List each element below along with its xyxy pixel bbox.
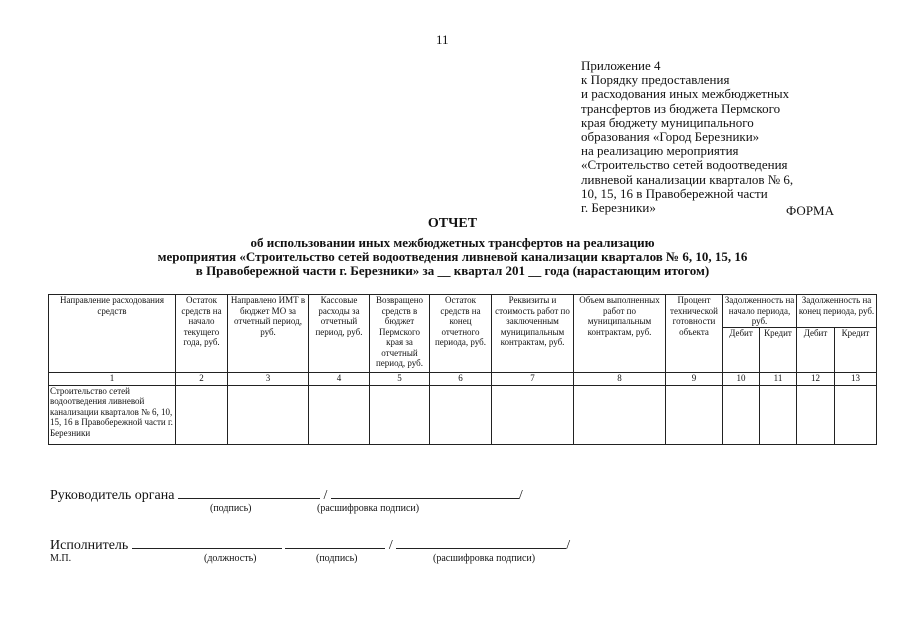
appendix-line: к Порядку предоставления [581, 72, 730, 88]
header-transferred: Направлено ИМТ в бюджет МО за отчетный период, руб. [228, 295, 309, 373]
header-cash-expenses: Кассовые расходы за отчетный период, руб. [309, 295, 370, 373]
table-cell [228, 385, 309, 444]
table-cell [430, 385, 492, 444]
column-number: 10 [723, 372, 760, 385]
column-number-row [49, 372, 877, 385]
column-number: 7 [492, 372, 574, 385]
table-cell [666, 385, 723, 444]
header-returned: Возвращено средств в бюджет Пермского края за отчетный период, руб. [370, 295, 430, 373]
table-cell [835, 385, 877, 444]
header-credit: Кредит [835, 327, 877, 372]
executor-signature-caption: (подпись) [316, 553, 358, 564]
head-separator: / [323, 488, 328, 503]
appendix-line: 10, 15, 16 в Правобережной части [581, 185, 768, 201]
appendix-line: г. Березники» [581, 200, 656, 216]
head-decoding-blank [331, 486, 519, 499]
subtitle-line: в Правобережной части г. Березники» за __ квартал 201 __ года (нарастающим итогом) [195, 263, 710, 278]
table-cell [574, 385, 666, 444]
head-label: Руководитель органа [50, 488, 175, 503]
report-subtitle [0, 236, 905, 278]
column-number: 1 [49, 372, 176, 385]
appendix-line: и расходования иных межбюджетных [581, 86, 790, 102]
column-number: 6 [430, 372, 492, 385]
header-debit: Дебит [723, 327, 760, 372]
column-number: 8 [574, 372, 666, 385]
appendix-line: края бюджету муниципального [581, 114, 754, 130]
subtitle-line: об использовании иных межбюджетных трансфертов на реализацию [250, 235, 655, 250]
table-cell [370, 385, 430, 444]
appendix-line: трансфертов из бюджета Пермского [581, 100, 781, 116]
executor-separator: / [388, 538, 393, 553]
column-number: 11 [760, 372, 797, 385]
header-debt-end: Задолженность на конец периода, руб. [797, 295, 877, 328]
executor-signature-blank [285, 536, 385, 549]
executor-decoding-blank [396, 536, 566, 549]
executor-end-slash: / [566, 538, 571, 553]
report-title: ОТЧЕТ [427, 216, 478, 231]
subtitle-line: мероприятия «Строительство сетей водоотведения ливневой канализации кварталов № 6, 10, 15, 16 [157, 249, 748, 264]
column-number: 12 [797, 372, 835, 385]
appendix-line: образования «Город Березники» [581, 129, 760, 145]
header-debit: Дебит [797, 327, 835, 372]
executor-label: Исполнитель [50, 538, 129, 553]
header-row [49, 295, 877, 328]
table-cell [760, 385, 797, 444]
header-debt-start: Задолженность на начало периода, руб. [723, 295, 797, 328]
appendix-line: Приложение 4 [581, 58, 661, 73]
head-signature-line [50, 486, 523, 504]
header-balance-start: Остаток средств на начало текущего года, руб. [176, 295, 228, 373]
head-end-slash: / [518, 488, 523, 503]
table-cell [309, 385, 370, 444]
header-readiness: Процент технической готовности объекта [666, 295, 723, 373]
appendix-line: «Строительство сетей водоотведения [581, 157, 788, 173]
header-work-volume: Объем выполненных работ по муниципальным контрактам, руб. [574, 295, 666, 373]
executor-position-blank [132, 536, 282, 549]
table-row [49, 385, 877, 444]
appendix-line: на реализацию мероприятия [581, 143, 739, 159]
header-direction: Направление расходования средств [49, 295, 176, 373]
table-cell [723, 385, 760, 444]
decoding-caption: (расшифровка подписи) [317, 503, 420, 514]
column-number: 4 [309, 372, 370, 385]
appendix-note [581, 59, 851, 215]
stamp-label: М.П. [50, 553, 72, 564]
header-balance-end: Остаток средств на конец отчетного периода, руб. [430, 295, 492, 373]
column-number: 13 [835, 372, 877, 385]
header-contracts: Реквизиты и стоимость работ по заключенным муниципальным контрактам, руб. [492, 295, 574, 373]
signature-caption: (подпись) [210, 503, 252, 514]
table-cell [797, 385, 835, 444]
table-cell [492, 385, 574, 444]
form-label: ФОРМА [786, 203, 834, 218]
executor-signature-line [50, 536, 570, 554]
table-cell [176, 385, 228, 444]
report-table [48, 294, 877, 445]
row-label: Строительство сетей водоотведения ливневой канализации кварталов № 6, 10, 15, 16 в Правобережной части г. Березники [49, 385, 176, 444]
column-number: 5 [370, 372, 430, 385]
page-number: 11 [436, 32, 449, 47]
column-number: 9 [666, 372, 723, 385]
executor-decoding-caption: (расшифровка подписи) [433, 553, 536, 564]
column-number: 2 [176, 372, 228, 385]
column-number: 3 [228, 372, 309, 385]
position-caption: (должность) [204, 553, 257, 564]
appendix-line: ливневой канализации кварталов № 6, [581, 171, 794, 187]
head-signature-blank [178, 486, 320, 499]
header-credit: Кредит [760, 327, 797, 372]
